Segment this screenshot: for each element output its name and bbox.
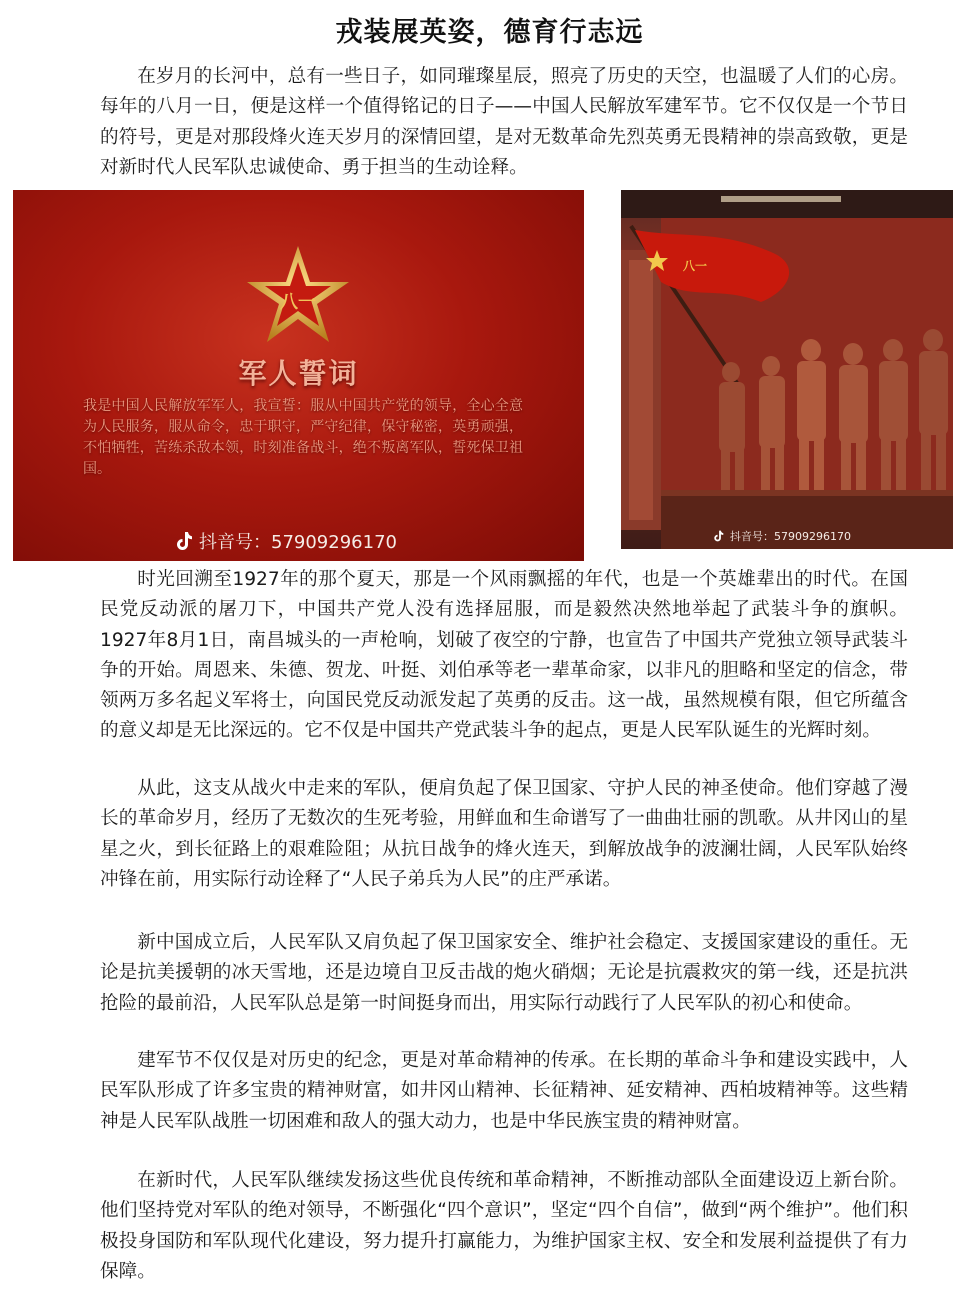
watermark-text: 抖音号：57909296170 — [730, 530, 851, 543]
oath-heading: 军人誓词 — [238, 357, 359, 390]
tiktok-logo-icon — [175, 531, 193, 551]
watermark-text: 抖音号：57909296170 — [199, 532, 397, 553]
paragraph-mission: 从此，这支从战火中走来的军队，便肩负起了保卫国家、守护人民的神圣使命。他们穿越了漫长的革命岁月，经历了无数次的生死考验，用鲜血和生命谱写了一曲曲壮丽的凯歌。从井冈山的星星之火，到长征路上的艰难险阻；从抗日战争的烽火连天，到解放战争的波澜壮阔，人民军队始终冲锋在前，用实际行动诠释了“人民子弟兵为人民”的庄严承诺。 — [100, 778, 908, 890]
oath-text: 我是中国人民解放军军人，我宣誓：服从中国共产党的领导，全心全意为人民服务，服从命令，忠于职守，严守纪律，保守秘密，英勇顽强，不怕牺牲，苦练杀敌本领，时刻准备战斗，绝不叛离军队，誓死保卫祖国。 — [83, 398, 523, 477]
paragraph-history: 时光回溯至1927年的那个夏天，那是一个风雨飘摇的年代，也是一个英雄辈出的时代。在国民党反动派的屠刀下，中国共产党人没有选择屈服，而是毅然决然地举起了武装斗争的旗帜。1927年8月1日，南昌城头的一声枪响，划破了夜空的宁静，也宣告了中国共产党独立领导武装斗争的开始。周恩来、朱德、贺龙、叶挺、刘伯承等老一辈革命家，以非凡的胆略和坚定的信念，带领两万多名起义军将士，向国民党反动派发起了英勇的反击。这一战，虽然规模有限，但它所蕴含的意义却是无比深远的。它不仅是中国共产党武装斗争的起点，更是人民军队诞生的光辉时刻。 — [100, 569, 908, 742]
statue-photo — [621, 190, 953, 549]
tiktok-logo-icon — [713, 530, 724, 542]
watermark — [175, 528, 397, 554]
paragraph-new-china: 新中国成立后，人民军队又肩负起了保卫国家安全、维护社会稳定、支援国家建设的重任。无论是抗美援朝的冰天雪地，还是边境自卫反击战的炮火硝烟；无论是抗震救灾的第一线，还是抗洪抢险的最前沿，人民军队总是第一时间挺身而出，用实际行动践行了人民军队的初心和使命。 — [100, 932, 908, 1014]
document-title: 戎装展英姿，德育行志远 — [335, 17, 644, 48]
watermark — [713, 528, 851, 544]
emblem-text: 八一 — [280, 292, 316, 313]
paragraph-new-era: 在新时代，人民军队继续发扬这些优良传统和革命精神，不断推动部队全面建设迈上新台阶。他们坚持党对军队的绝对领导，不断强化“四个意识”，坚定“四个自信”，做到“两个维护”。他们积极投身国防和军队现代化建设，努力提升打赢能力，为维护国家主权、安全和发展利益提供了有力保障。 — [100, 1170, 908, 1282]
paragraph-intro: 在岁月的长河中，总有一些日子，如同璀璨星辰，照亮了历史的天空，也温暖了人们的心房。每年的八月一日，便是这样一个值得铭记的日子——中国人民解放军建军节。它不仅仅是一个节日的符号，更是对那段烽火连天岁月的深情回望，是对无数革命先烈英勇无畏精神的崇高致敬，更是对新时代人民军队忠诚使命、勇于担当的生动诠释。 — [100, 66, 908, 178]
oath-photo — [13, 190, 584, 561]
flag-text: 八一 — [683, 259, 708, 273]
army-star-emblem-icon — [243, 242, 353, 352]
statue-scene — [621, 190, 953, 549]
paragraph-spirit: 建军节不仅仅是对历史的纪念，更是对革命精神的传承。在长期的革命斗争和建设实践中，人民军队形成了许多宝贵的精神财富，如井冈山精神、长征精神、延安精神、西柏坡精神等。这些精神是人民军队战胜一切困难和敌人的强大动力，也是中华民族宝贵的精神财富。 — [100, 1050, 908, 1132]
